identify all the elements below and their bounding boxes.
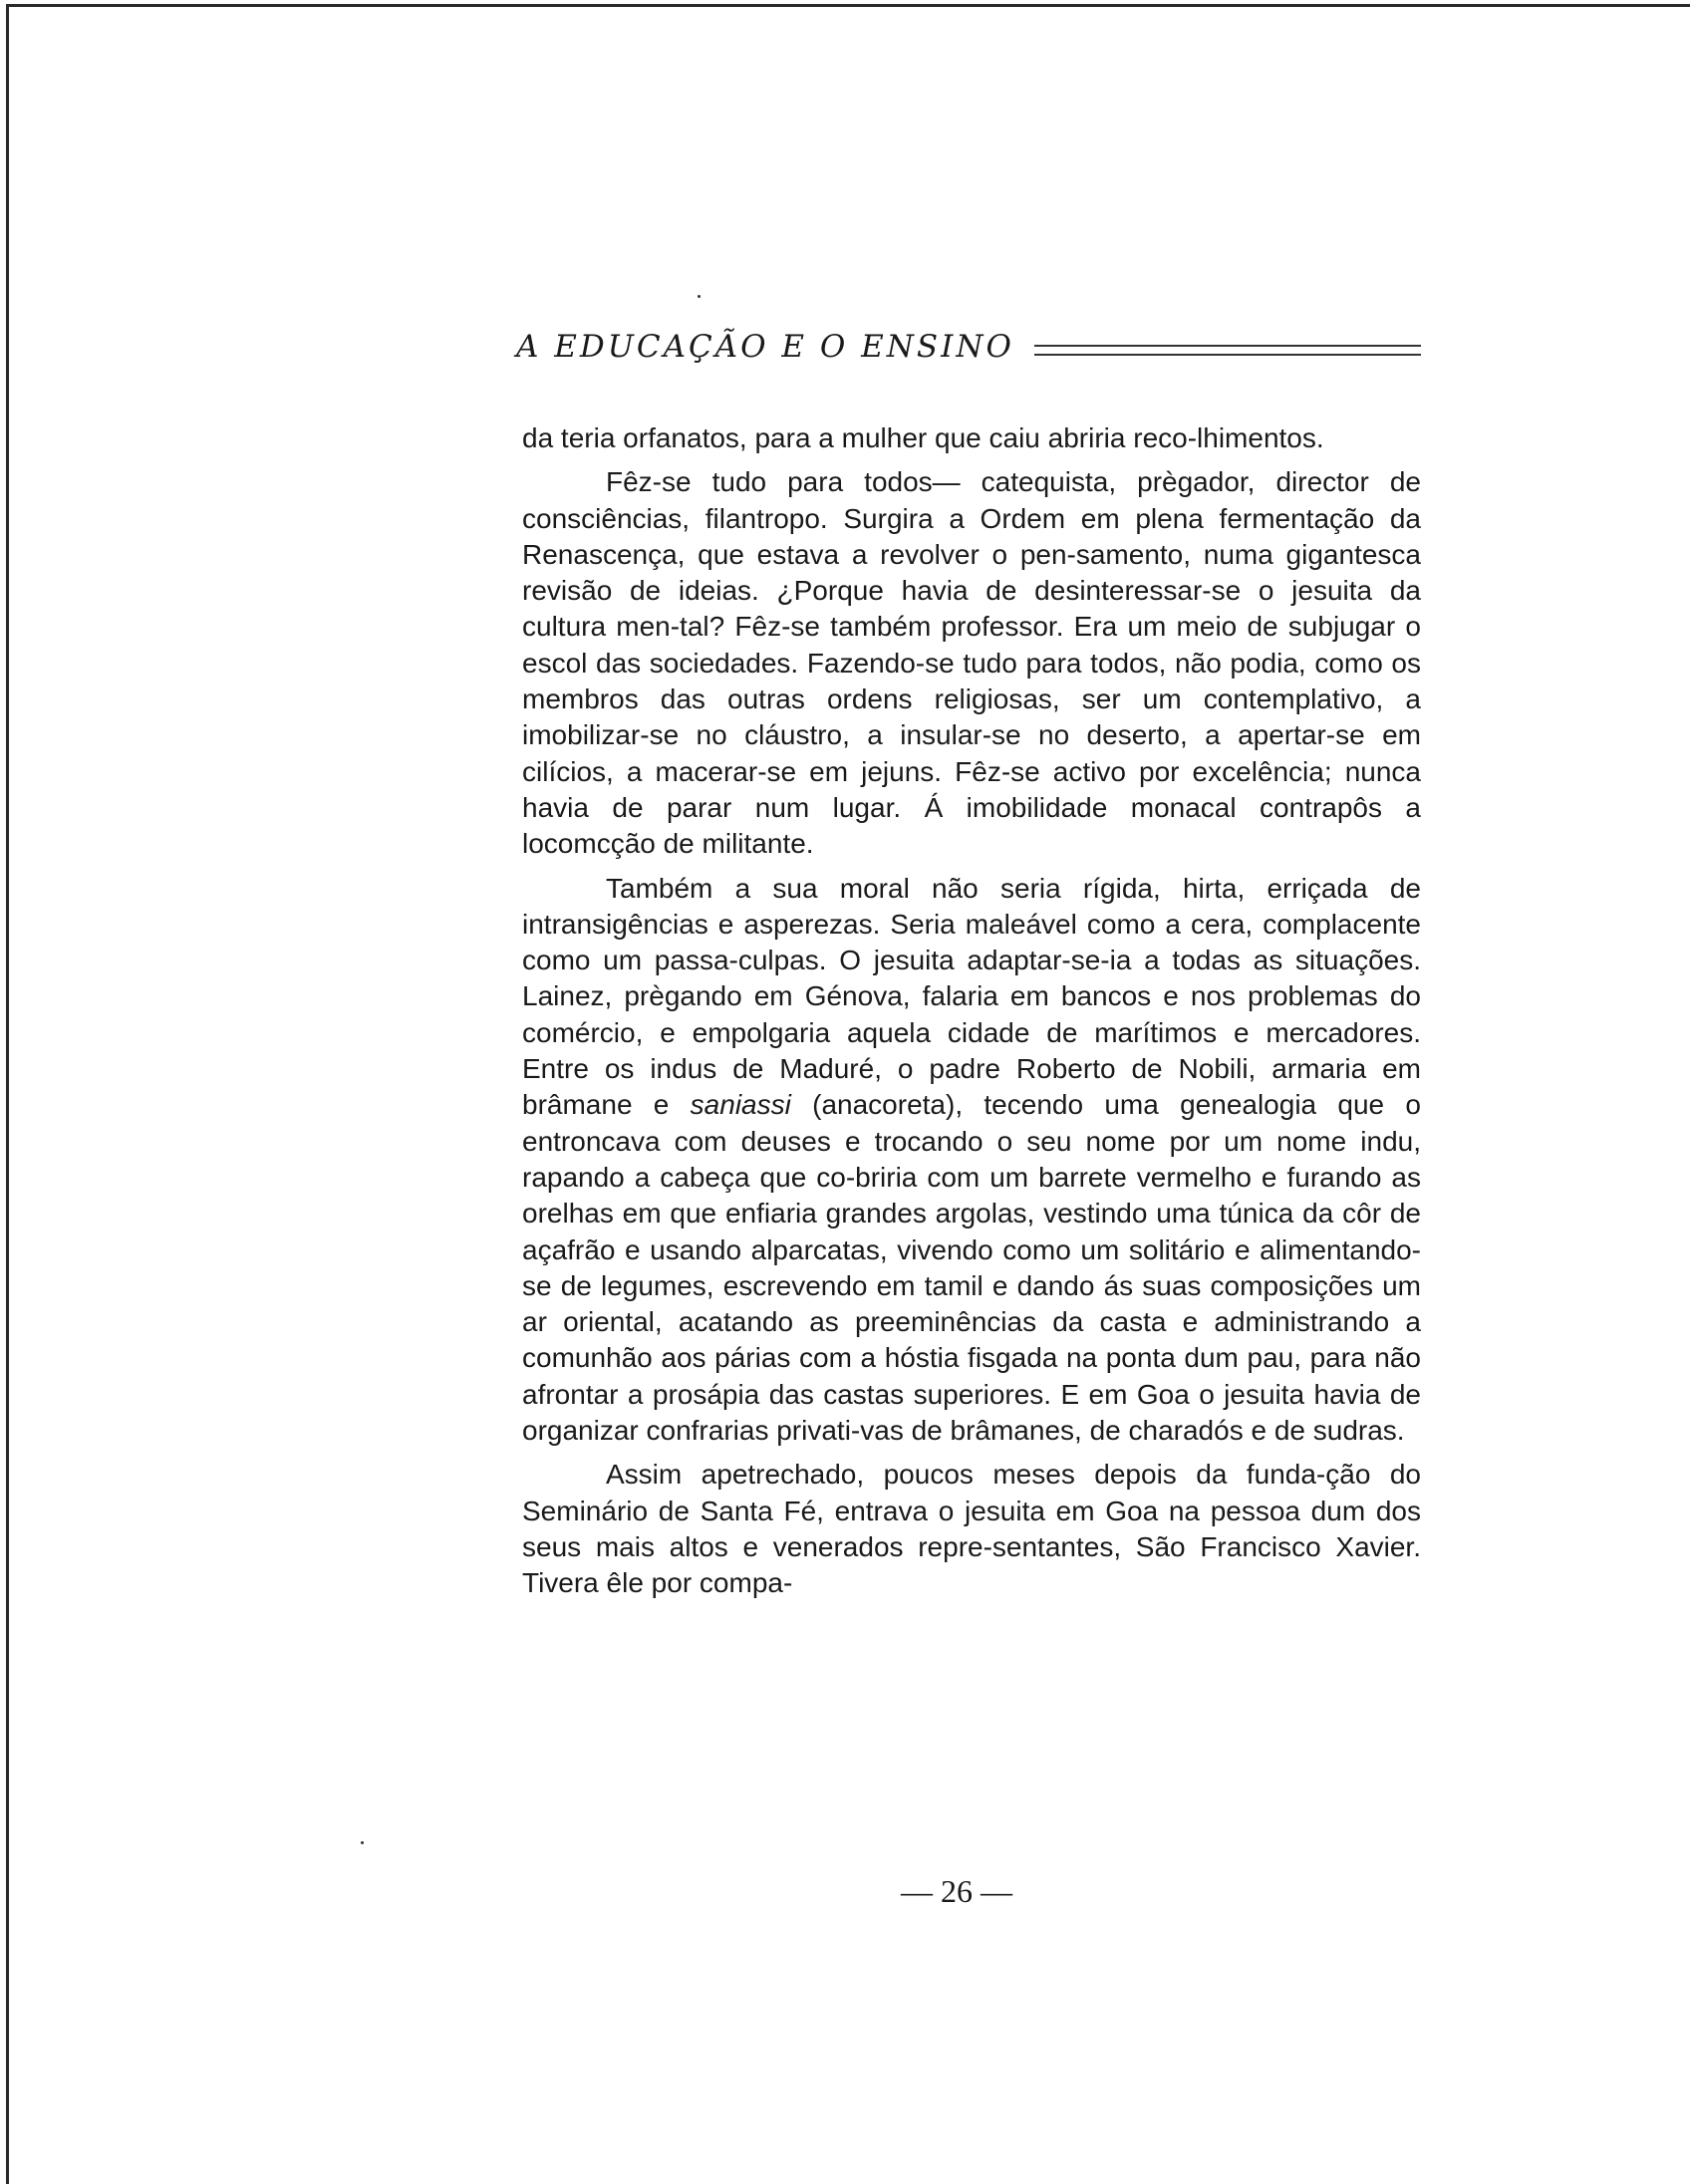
paragraph-3-text-before: Também a sua moral não seria rígida, hirta, erriçada de intransigências e asperezas. Seria maleável como a cera, complacente como um passa-culpas. O jesuita adaptar-se-ia a todas as situações. Lainez, prègando em Génova, falaria em bancos e nos problemas do comércio, e empolgaria aquela cidade de marítimos e mercadores. Entre os indus de Maduré, o padre Roberto de Nobili, armaria em brâmane e [522, 872, 1421, 1121]
paragraph-3-text-after: (anacoreta), tecendo uma genealogia que o entroncava com deuses e trocando o seu nome por um nome indu, rapando a cabeça que co-briria com um barrete vermelho e furando as orelhas em que enfiaria grandes argolas, vestindo uma túnica da côr de açafrão e usando alparcatas, vivendo como um solitário e alimentando-se de legumes, escrevendo em tamil e dando ás suas composições um ar oriental, acatando as preeminências da casta e administrando a comunhão aos párias com a hóstia fisgada na ponta dum pau, para não afrontar a prosápia das castas superiores. E em Goa o jesuita havia de organizar confrarias privati-vas de brâmanes, de charadós e de sudras. [522, 1089, 1421, 1447]
running-head-title: A EDUCAÇÃO E O ENSINO [516, 329, 1014, 365]
running-head-rule [1034, 345, 1421, 356]
paragraph-3-italic-term: saniassi [690, 1089, 791, 1121]
scan-left-edge [6, 4, 9, 2184]
scan-speck [361, 1841, 364, 1844]
scan-top-edge [6, 4, 1690, 7]
scan-speck [698, 295, 701, 298]
paragraph-4: Assim apetrechado, poucos meses depois da funda-ção do Seminário de Santa Fé, entrava o jesuita em Goa na pessoa dum dos seus mais altos e venerados repre-sentantes, São Francisco Xavier. Tivera êle por compa- [522, 1459, 1421, 1599]
paragraph-1: da teria orfanatos, para a mulher que caiu abriria reco-lhimentos. [522, 422, 1324, 453]
page-number: — 26 — [901, 1873, 1012, 1909]
paragraph-3 [522, 871, 1421, 1450]
running-head [516, 325, 1421, 369]
body-text [522, 420, 1421, 1610]
paragraph-2: Fêz-se tudo para todos— catequista, prègador, director de consciências, filantropo. Surgira a Ordem em plena fermentação da Renascença, que estava a revolver o pen-samento, numa gigantesca revisão de ideias. ¿Porque havia de desinteressar-se o jesuita da cultura men-tal? Fêz-se também professor. Era um meio de subjugar o escol das sociedades. Fazendo-se tudo para todos, não podia, como os membros das outras ordens religiosas, ser um contemplativo, a imobilizar-se no cláustro, a insular-se no deserto, a apertar-se em cilícios, a macerar-se em jejuns. Fêz-se activo por excelência; nunca havia de parar num lugar. Á imobilidade monacal contrapôs a locomcção de militante. [522, 466, 1421, 860]
